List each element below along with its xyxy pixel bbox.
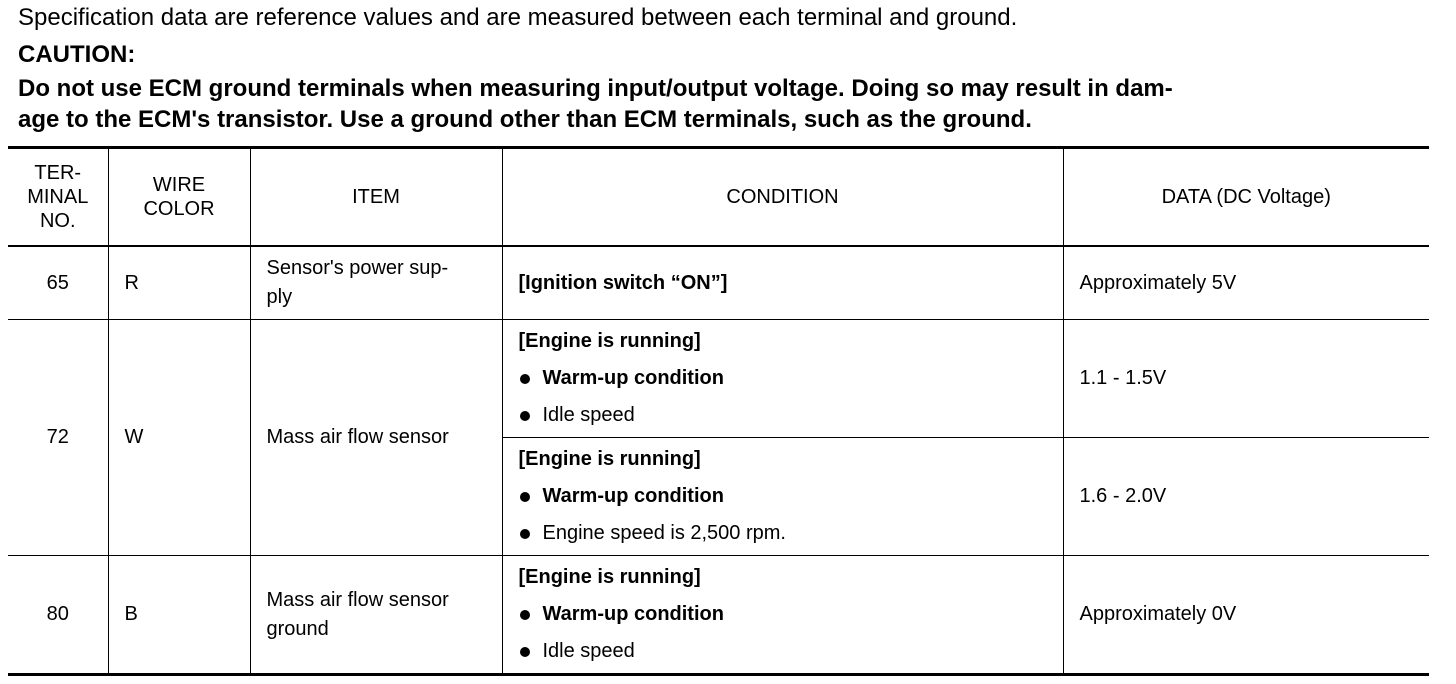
terminal-no: 65 (8, 246, 108, 320)
header-condition: CONDITION (502, 148, 1063, 247)
terminal-no: 80 (8, 556, 108, 675)
condition-cell (502, 246, 1063, 320)
header-terminal-no: TER- MINAL NO. (8, 148, 108, 247)
condition-cell (502, 556, 1063, 675)
caution-heading: CAUTION: (18, 41, 136, 68)
wire-color: W (108, 320, 250, 556)
wire-color: R (108, 246, 250, 320)
header-wire-color: WIRE COLOR (108, 148, 250, 247)
condition-bullet: Engine speed is 2,500 rpm. (519, 515, 1047, 552)
condition-bullet: Warm-up condition (519, 360, 1047, 397)
item-cell: Mass air flow sensor (250, 320, 502, 556)
condition-state: [Ignition switch “ON”] (518, 271, 728, 294)
terminal-spec-table (8, 146, 1429, 676)
header-item: ITEM (250, 148, 502, 247)
bullet-icon (520, 492, 530, 502)
table-row (8, 320, 1429, 438)
condition-bullet: Idle speed (519, 633, 1047, 670)
data-cell: Approximately 0V (1063, 556, 1429, 675)
item-cell: Mass air flow sensor ground (250, 556, 502, 675)
bullet-icon (520, 374, 530, 384)
caution-line-2: age to the ECM's transistor. Use a ground other than ECM terminals, such as the ground. (18, 106, 1032, 133)
caution-text (18, 73, 1428, 135)
condition-state: [Engine is running] (518, 448, 701, 470)
data-cell: 1.1 - 1.5V (1063, 320, 1429, 438)
condition-bullet: Warm-up condition (519, 596, 1047, 633)
bullet-icon (520, 610, 530, 620)
header-data: DATA (DC Voltage) (1063, 148, 1429, 247)
condition-bullet: Warm-up condition (519, 478, 1047, 515)
bullet-icon (520, 529, 530, 539)
data-cell: Approximately 5V (1063, 246, 1429, 320)
terminal-no: 72 (8, 320, 108, 556)
condition-cell (502, 320, 1063, 438)
table-row (8, 246, 1429, 320)
bullet-icon (520, 411, 530, 421)
spec-note: Specification data are reference values and are measured between each terminal and ground. (18, 4, 1018, 31)
table-row (8, 556, 1429, 675)
data-cell: 1.6 - 2.0V (1063, 438, 1429, 556)
condition-bullet: Idle speed (519, 397, 1047, 434)
item-cell: Sensor's power sup- ply (250, 246, 502, 320)
wire-color: B (108, 556, 250, 675)
caution-line-1: Do not use ECM ground terminals when measuring input/output voltage. Doing so may result in dam- (18, 75, 1173, 102)
condition-state: [Engine is running] (518, 566, 701, 588)
condition-cell (502, 438, 1063, 556)
bullet-icon (520, 647, 530, 657)
table-header-row (8, 148, 1429, 247)
condition-state: [Engine is running] (518, 330, 701, 352)
